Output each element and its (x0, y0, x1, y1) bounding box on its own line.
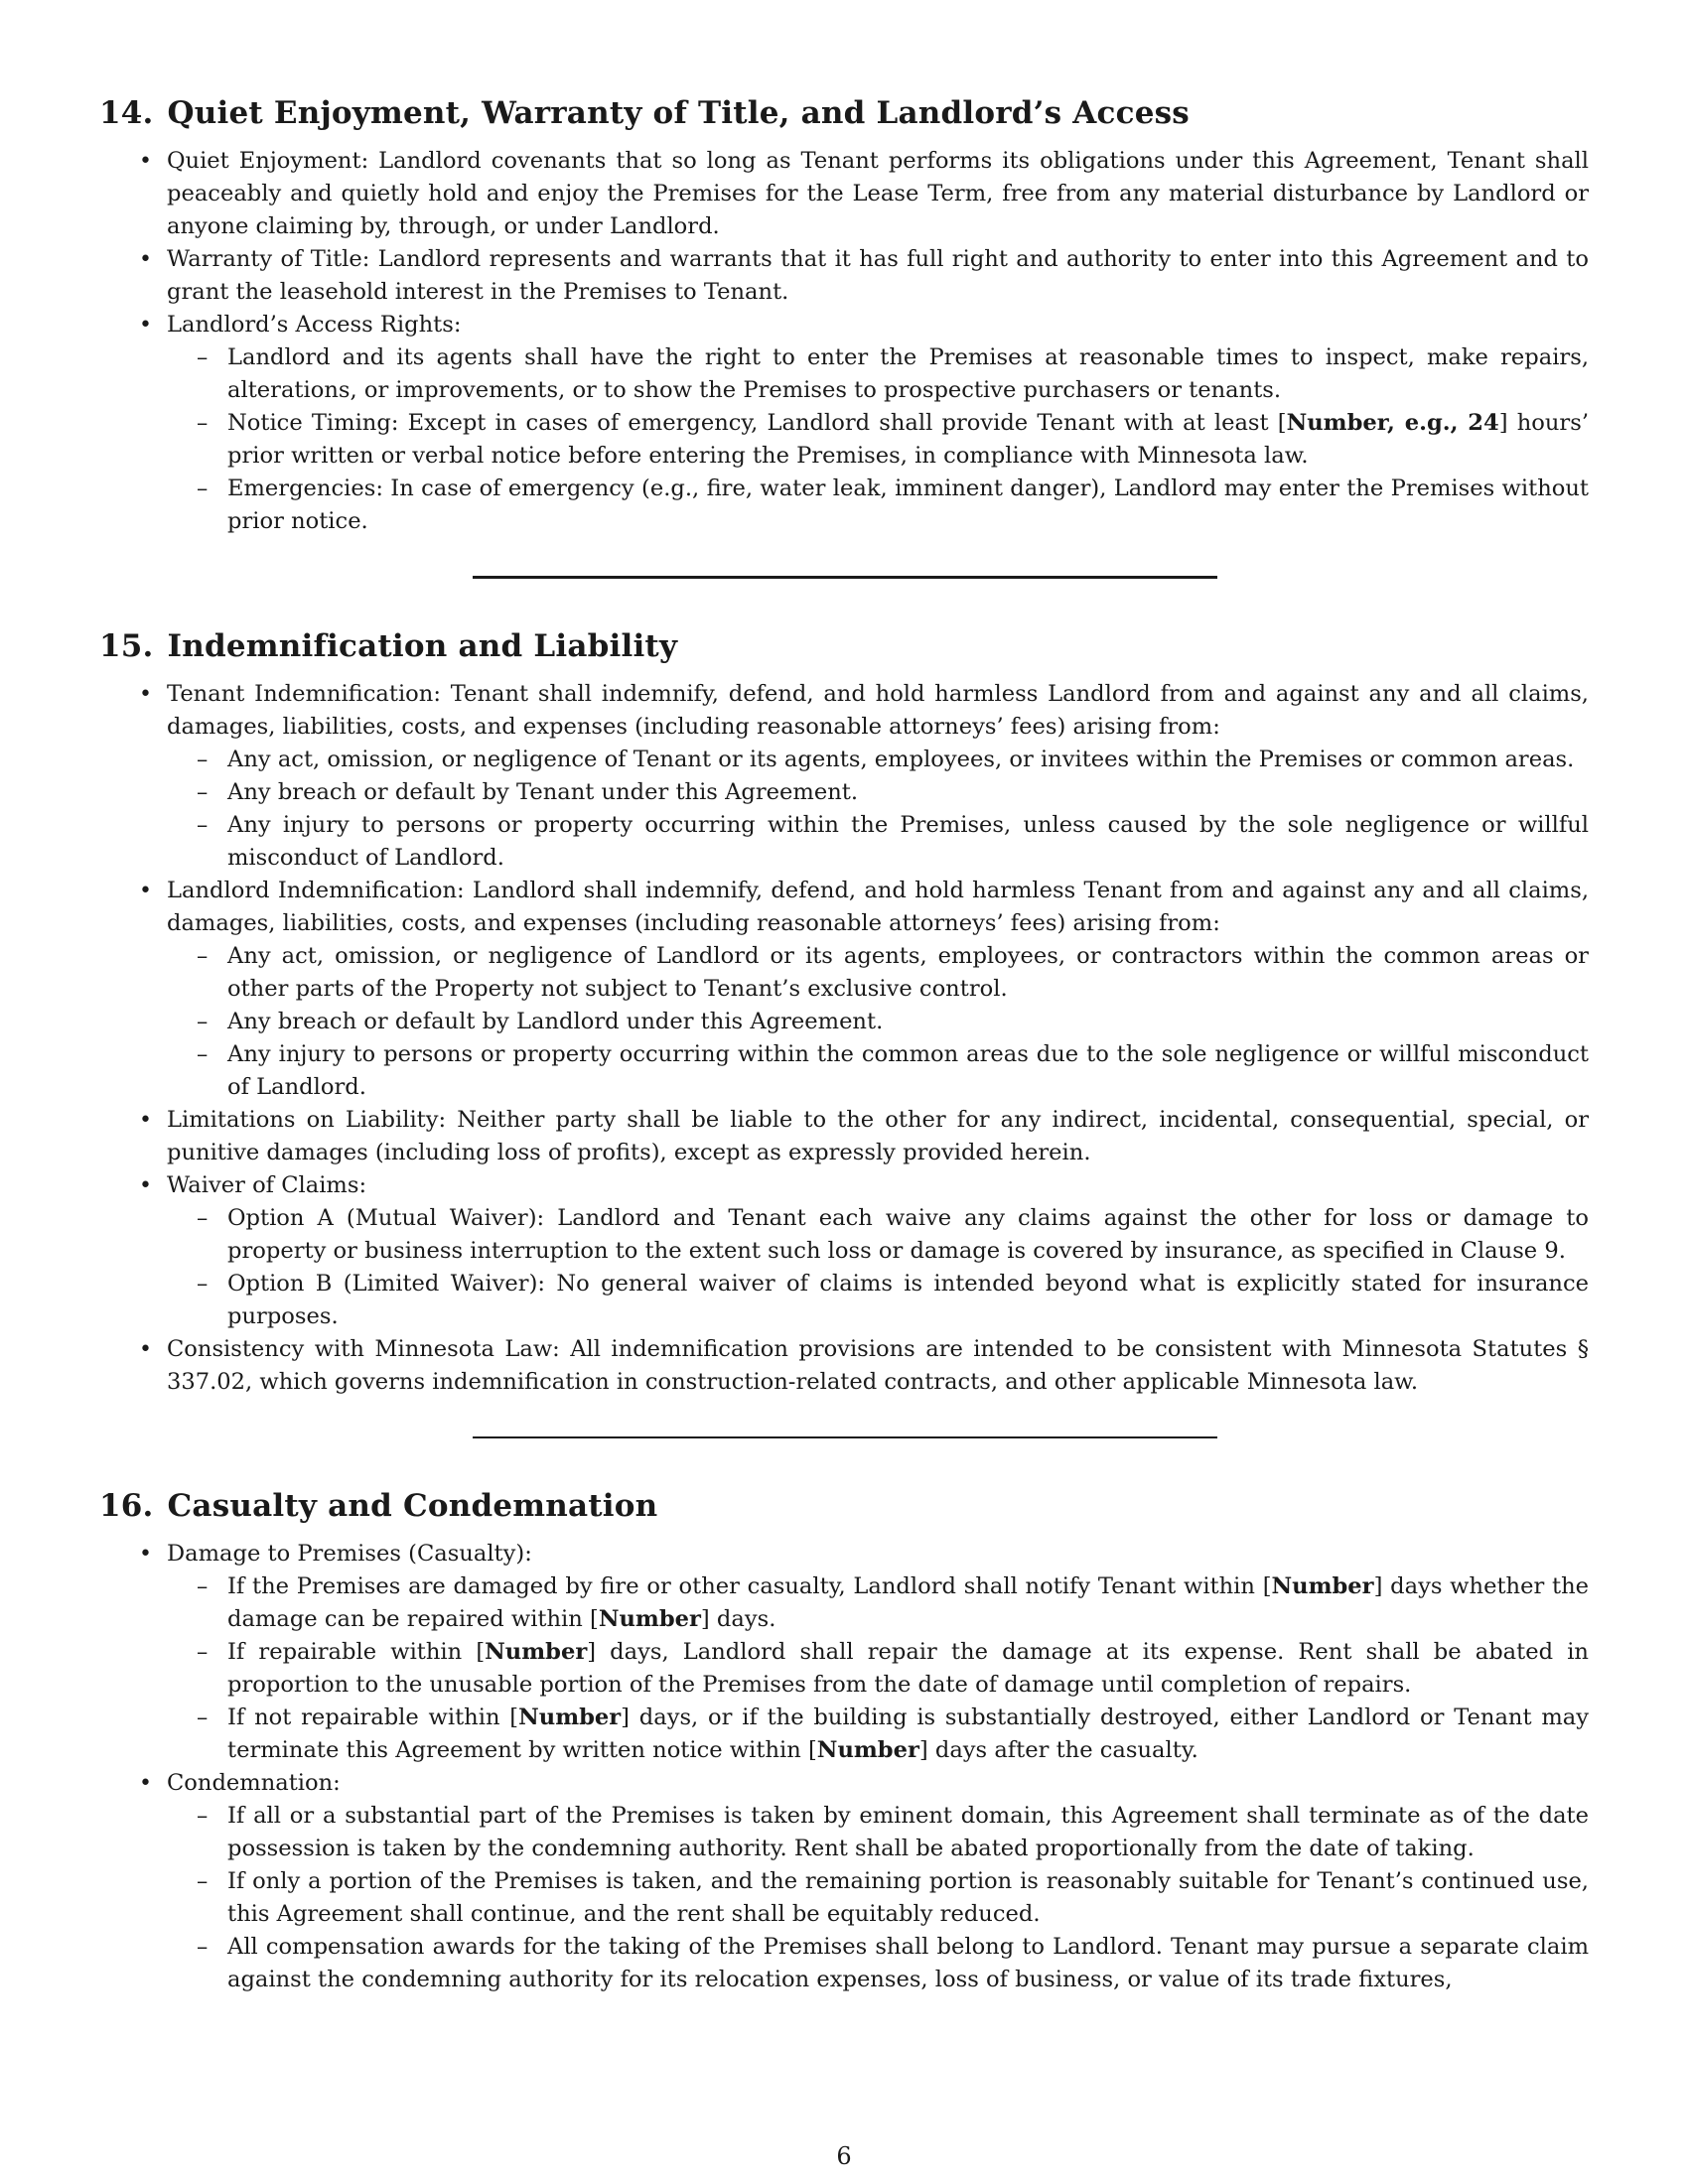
section-15 (99, 626, 1589, 1399)
section-title: Indemnification and Liability (167, 627, 678, 664)
bullet-icon: • (139, 313, 152, 338)
sub-list-item: – Landlord and its agents shall have the right to enter the Premises at reasonable times to inspect, make repairs, alterations, or improvements, or to show the Premises to prospective purchasers or tenants. (167, 341, 1589, 407)
list-item: • Quiet Enjoyment: Landlord covenants that so long as Tenant performs its obligations under this Agreement, Tenant shall peaceably and quietly hold and enjoy the Premises for the Lease Term, free from any material disturbance by Landlord or anyone claiming by, through, or under Landlord. (99, 145, 1589, 243)
bullet-icon: • (139, 149, 152, 174)
section-heading (99, 626, 1589, 666)
bullet-list (99, 678, 1589, 1399)
dash-icon: – (197, 476, 209, 501)
bullet-icon: • (139, 1172, 152, 1198)
dash-icon: – (197, 1204, 209, 1231)
list-item: • Landlord’s Access Rights: – Landlord and its agents shall have the right to enter the Premises at reasonable times to inspect, make repairs, alterations, or improvements, or to show the Premises to prospective purchasers or tenants. – Notice Timing: Except in cases of emergency, Landlord shall provide Tenant with at least [Number, e.g., 24] hours’ prior written or verbal notice before entering the Premises, in compliance with Minnesota law. – Emergencies: In case of emergency (e.g., fire, water leak, imminent danger), Landlord may enter the Premises without prior notice. (99, 309, 1589, 538)
bullet-list (99, 145, 1589, 538)
dash-icon: – (197, 1803, 209, 1829)
page-number: 6 (836, 2142, 852, 2170)
sub-list (167, 341, 1589, 538)
sub-list-item: – Option A (Mutual Waiver): Landlord and Tenant each waive any claims against the other for loss or damage to property or business interruption to the extent such loss or damage is covered by insurance, as specified in Clause 9. (167, 1202, 1589, 1268)
list-item: • Condemnation: – If all or a substantial part of the Premises is taken by eminent domain, this Agreement shall terminate as of the date possession is taken by the condemning authority. Rent shall be abated proportionally from the date of taking. – If only a portion of the Premises is taken, and the remaining portion is reasonably suitable for Tenant’s continued use, this Agreement shall continue, and the rent shall be equitably reduced. – All compensation awards for the taking of the Premises shall belong to Landlord. Tenant may pursue a separate claim against the condemning authority for its relocation expenses, loss of business, or value of its trade fixtures, (99, 1767, 1589, 1996)
section-number: 16. (99, 1488, 154, 1524)
section-title: Quiet Enjoyment, Warranty of Title, and Landlord’s Access (167, 95, 1190, 131)
sub-list-item: – If repairable within [Number] days, Landlord shall repair the damage at its expense. Rent shall be abated in proportion to the unusable portion of the Premises from the date of damage until completion of repairs. (167, 1636, 1589, 1702)
list-item: • Damage to Premises (Casualty): – If the Premises are damaged by fire or other casualty, Landlord shall notify Tenant within [Number] days whether the damage can be repaired within [Number] days. – If repairable within [Number] days, Landlord shall repair the damage at its expense. Rent shall be abated in proportion to the unusable portion of the Premises from the date of damage until completion of repairs. – If not repairable within [Number] days, or if the building is substantially destroyed, either Landlord or Tenant may terminate this Agreement by written notice within [Number] days after the casualty. (99, 1538, 1589, 1767)
dash-icon: – (197, 1934, 209, 1960)
bullet-icon: • (139, 247, 152, 272)
sub-list (167, 1570, 1589, 1767)
dash-icon: – (197, 778, 209, 805)
list-item: • Warranty of Title: Landlord represents and warrants that it has full right and authority to enter into this Agreement and to grant the leasehold interest in the Premises to Tenant. (99, 243, 1589, 309)
section-16 (99, 1486, 1589, 1996)
list-item: • Limitations on Liability: Neither party shall be liable to the other for any indirect, incidental, consequential, special, or punitive damages (including loss of profits), except as expressly provided herein. (99, 1104, 1589, 1169)
placeholder-bold: Number (598, 1606, 701, 1632)
placeholder-bold: Number (485, 1639, 588, 1665)
list-item: • Waiver of Claims: – Option A (Mutual Waiver): Landlord and Tenant each waive any claims against the other for loss or damage to property or business interruption to the extent such loss or damage is covered by insurance, as specified in Clause 9. – Option B (Limited Waiver): No general waiver of claims is intended beyond what is explicitly stated for insurance purposes. (99, 1169, 1589, 1333)
section-number: 15. (99, 627, 154, 664)
sub-list-item: – Option B (Limited Waiver): No general waiver of claims is intended beyond what is explicitly stated for insurance purposes. (167, 1268, 1589, 1333)
sub-list (167, 940, 1589, 1104)
section-14 (99, 93, 1589, 538)
bullet-icon: • (139, 1107, 152, 1133)
sub-list-item: – All compensation awards for the taking of the Premises shall belong to Landlord. Tenant may pursue a separate claim against the condemning authority for its relocation expenses, loss of business, or value of its trade fixtures, (167, 1931, 1589, 1996)
section-title: Casualty and Condemnation (167, 1488, 658, 1524)
dash-icon: – (197, 1868, 209, 1894)
bullet-icon: • (139, 1336, 152, 1362)
sub-list-item: – Any breach or default by Tenant under this Agreement. (167, 776, 1589, 809)
sub-list (167, 1800, 1589, 1996)
section-heading (99, 93, 1589, 133)
section-heading (99, 1486, 1589, 1526)
sub-list-item: – If only a portion of the Premises is taken, and the remaining portion is reasonably suitable for Tenant’s continued use, this Agreement shall continue, and the rent shall be equitably reduced. (167, 1865, 1589, 1931)
dash-icon: – (197, 1008, 209, 1034)
sub-list-item: – If not repairable within [Number] days, or if the building is substantially destroyed, either Landlord or Tenant may terminate this Agreement by written notice within [Number] days after the casualty. (167, 1702, 1589, 1767)
sub-list-item: – Emergencies: In case of emergency (e.g., fire, water leak, imminent danger), Landlord may enter the Premises without prior notice. (167, 473, 1589, 538)
bullet-icon: • (139, 681, 152, 707)
dash-icon: – (197, 942, 209, 969)
bullet-icon: • (139, 1542, 152, 1567)
list-item: • Tenant Indemnification: Tenant shall indemnify, defend, and hold harmless Landlord from and against any and all claims, damages, liabilities, costs, and expenses (including reasonable attorneys’ fees) arising from: – Any act, omission, or negligence of Tenant or its agents, employees, or invitees within the Premises or common areas. – Any breach or default by Tenant under this Agreement. – Any injury to persons or property occurring within the Premises, unless caused by the sole negligence or willful misconduct of Landlord. (99, 678, 1589, 875)
dash-icon: – (197, 1270, 209, 1297)
sub-list-item: – If all or a substantial part of the Premises is taken by eminent domain, this Agreement shall terminate as of the date possession is taken by the condemning authority. Rent shall be abated proportionally from the date of taking. (167, 1800, 1589, 1865)
bullet-icon: • (139, 878, 152, 903)
dash-icon: – (197, 1705, 209, 1730)
sub-list-item: – Any injury to persons or property occurring within the common areas due to the sole negligence or willful misconduct of Landlord. (167, 1038, 1589, 1104)
dash-icon: – (197, 1639, 209, 1665)
sub-list (167, 1202, 1589, 1333)
sub-list-item: – Any act, omission, or negligence of Tenant or its agents, employees, or invitees within the Premises or common areas. (167, 744, 1589, 776)
dash-icon: – (197, 410, 209, 436)
list-item: • Consistency with Minnesota Law: All indemnification provisions are intended to be consistent with Minnesota Statutes § 337.02, which governs indemnification in construction-related contracts, and other applicable Minnesota law. (99, 1333, 1589, 1399)
sub-list-item: – Notice Timing: Except in cases of emergency, Landlord shall provide Tenant with at least [Number, e.g., 24] hours’ prior written or verbal notice before entering the Premises, in compliance with Minnesota law. (167, 407, 1589, 473)
dash-icon: – (197, 344, 209, 370)
sub-list-item: – Any breach or default by Landlord under this Agreement. (167, 1006, 1589, 1038)
placeholder-bold: Number (518, 1705, 622, 1730)
dash-icon: – (197, 746, 209, 772)
dash-icon: – (197, 811, 209, 838)
page-content (99, 93, 1589, 1996)
section-divider (473, 576, 1217, 579)
placeholder-bold: Number, e.g., 24 (1286, 410, 1499, 436)
placeholder-bold: Number (1271, 1573, 1374, 1599)
section-divider (473, 1436, 1217, 1439)
placeholder-bold: Number (816, 1737, 919, 1763)
sub-list-item: – Any injury to persons or property occurring within the Premises, unless caused by the sole negligence or willful misconduct of Landlord. (167, 809, 1589, 875)
sub-list-item: – Any act, omission, or negligence of Landlord or its agents, employees, or contractors within the common areas or other parts of the Property not subject to Tenant’s exclusive control. (167, 940, 1589, 1006)
dash-icon: – (197, 1573, 209, 1599)
sub-list-item: – If the Premises are damaged by fire or other casualty, Landlord shall notify Tenant within [Number] days whether the damage can be repaired within [Number] days. (167, 1570, 1589, 1636)
sub-list (167, 744, 1589, 875)
bullet-icon: • (139, 1771, 152, 1796)
section-number: 14. (99, 95, 154, 131)
dash-icon: – (197, 1040, 209, 1067)
list-item: • Landlord Indemnification: Landlord shall indemnify, defend, and hold harmless Tenant from and against any and all claims, damages, liabilities, costs, and expenses (including reasonable attorneys’ fees) arising from: – Any act, omission, or negligence of Landlord or its agents, employees, or contractors within the common areas or other parts of the Property not subject to Tenant’s exclusive control. – Any breach or default by Landlord under this Agreement. – Any injury to persons or property occurring within the common areas due to the sole negligence or willful misconduct of Landlord. (99, 875, 1589, 1104)
bullet-list (99, 1538, 1589, 1996)
